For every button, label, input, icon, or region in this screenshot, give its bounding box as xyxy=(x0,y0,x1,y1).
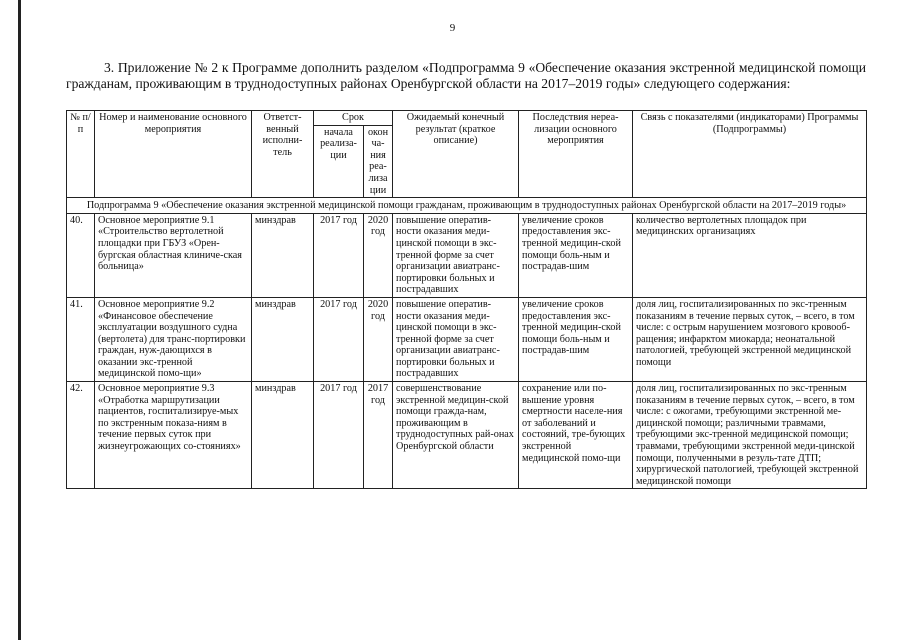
row-consequences: сохранение или по-вышение уровня смертности населе-ния от заболеваний и состояний, тре-бующих экстренной медицинской помо-щи xyxy=(519,382,633,489)
row-link: доля лиц, госпитализированных по экс-тренным показаниям в течение первых суток, – всего, в том числе: с ожогами, требующими экстренной ме-дицинской помощи; различными травмами, требующими экс-тренной медицинской помощи; травмами, требующими экстренной меди-цинской помощи, полученными в резуль-тате ДТП; хирургической патологией, требующей экстренной медицинской помощи xyxy=(633,382,867,489)
row-name: Основное мероприятие 9.1 «Строительство вертолетной площадки при ГБУЗ «Орен-бургская областная клиниче-ская больница» xyxy=(95,213,252,297)
row-start: 2017 год xyxy=(314,382,364,489)
row-num: 41. xyxy=(67,297,95,381)
row-link: количество вертолетных площадок при медицинских организациях xyxy=(633,213,867,297)
col-link-header: Связь с показателями (индикаторами) Программы (Подпрограммы) xyxy=(633,111,867,198)
row-result: повышение оператив-ности оказания меди-цинской помощи в экс-тренной форме за счет организации авиатранс-портировки больных и пострадавших xyxy=(393,297,519,381)
row-name: Основное мероприятие 9.3 «Отработка маршрутизации пациентов, госпитализируе-мых по экстренным показа-ниям в течение первых суток при жизнеугрожающих со-стояниях» xyxy=(95,382,252,489)
col-name-header: Номер и наименование основного мероприятия xyxy=(95,111,252,198)
row-result: совершенствование экстренной медицин-ской помощи гражда-нам, проживающим в труднодоступных рай-онах Оренбургской области xyxy=(393,382,519,489)
row-end: 2020 год xyxy=(364,297,393,381)
col-result-header: Ожидаемый конечный результат (краткое описание) xyxy=(393,111,519,198)
table-row xyxy=(67,213,867,297)
row-consequences: увеличение сроков предоставления экс-тренной медицин-ской помощи боль-ным и пострадав-шим xyxy=(519,213,633,297)
col-executor-header: Ответст-венный исполни-тель xyxy=(252,111,314,198)
col-consequences-header: Последствия нереа-лизации основного мероприятия xyxy=(519,111,633,198)
section-row xyxy=(67,198,867,214)
row-consequences: увеличение сроков предоставления экс-тренной медицин-ской помощи боль-ным и пострадав-шим xyxy=(519,297,633,381)
intro-paragraph xyxy=(66,60,866,91)
col-term-header: Срок xyxy=(314,111,393,126)
col-end-header: окон ча-ния реа-лиза ции xyxy=(364,125,393,198)
row-executor: минздрав xyxy=(252,213,314,297)
col-start-header: начала реализа-ции xyxy=(314,125,364,198)
table-row xyxy=(67,382,867,489)
row-num: 42. xyxy=(67,382,95,489)
row-executor: минздрав xyxy=(252,297,314,381)
binding-bar xyxy=(18,0,21,640)
row-executor: минздрав xyxy=(252,382,314,489)
col-num-header: № п/п xyxy=(67,111,95,198)
row-name: Основное мероприятие 9.2 «Финансовое обеспечение эксплуатации воздушного судна (вертолета) для транс-портировки граждан, нуж-дающихся в оказании экс-тренной медицинской помо-щи» xyxy=(95,297,252,381)
row-start: 2017 год xyxy=(314,297,364,381)
row-num: 40. xyxy=(67,213,95,297)
row-result: повышение оператив-ности оказания меди-цинской помощи в экс-тренной форме за счет организации авиатранс-портировки больных и пострадавших xyxy=(393,213,519,297)
activities-table xyxy=(66,110,867,489)
row-end: 2017 год xyxy=(364,382,393,489)
row-link: доля лиц, госпитализированных по экс-тренным показаниям в течение первых суток, – всего, в том числе: с острым нарушением мозгового кровооб-ращения; инфарктом миокарда; неонатальной патологией, требующей экстренной медицинской помощи xyxy=(633,297,867,381)
intro-text: 3. Приложение № 2 к Программе дополнить разделом «Подпрограмма 9 «Обеспечение оказания экстренной медицинской помощи гражданам, проживающим в труднодоступных районах Оренбургской области на 2017–2019 годы» следующего содержания: xyxy=(66,60,866,91)
section-title: Подпрограмма 9 «Обеспечение оказания экстренной медицинской помощи гражданам, проживающим в труднодоступных районах Оренбургской области на 2017–2019 годы» xyxy=(67,198,867,214)
row-start: 2017 год xyxy=(314,213,364,297)
header-row xyxy=(67,111,867,126)
table-row xyxy=(67,297,867,381)
page-number: 9 xyxy=(449,22,456,34)
row-end: 2020 год xyxy=(364,213,393,297)
